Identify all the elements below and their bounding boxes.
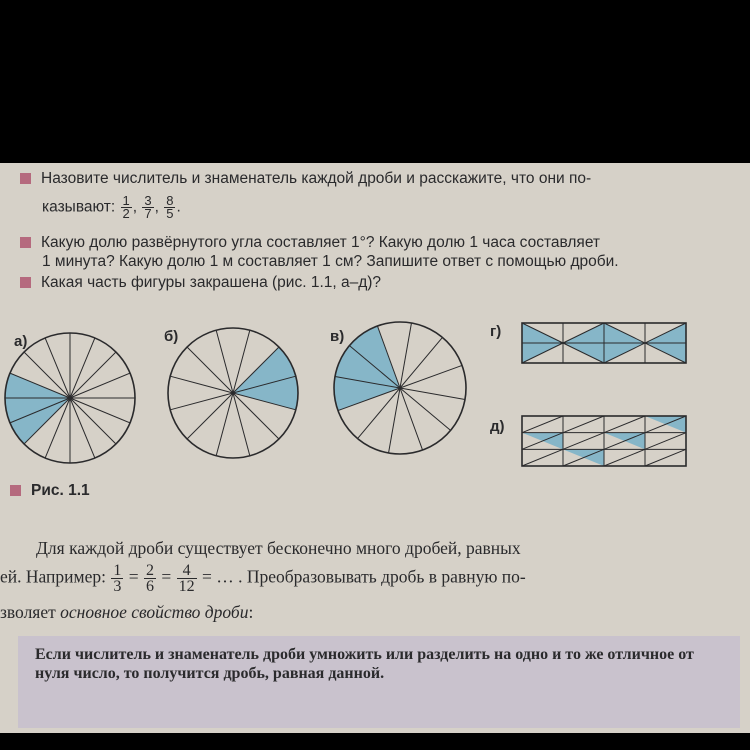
circle-a-radius	[70, 352, 116, 398]
fraction-1-3: $\frac{1}{3}$	[113, 562, 122, 595]
rect-d-diagonal	[563, 433, 604, 450]
circle-b-radius	[170, 393, 233, 410]
question-2-line-1: Какую долю развёрнутого угла составляет 1°? Какую долю 1 часа составляет	[20, 233, 600, 252]
figure-label-v: в)	[330, 328, 345, 345]
circle-b-radius	[170, 376, 233, 393]
rect-d-diagonal	[604, 449, 645, 466]
rect-d-diagonal	[522, 449, 563, 466]
figure-caption: Рис. 1.1	[10, 481, 90, 500]
circle-b-radius	[187, 347, 233, 393]
circle-b-radius	[233, 393, 250, 456]
circle-v-radius	[400, 388, 465, 399]
rect-d-diagonal	[645, 449, 686, 466]
rule-text: Если числитель и знаменатель дроби умножить или разделить на одно и то же отличное от нуля число, то получится дробь, равная данной.	[35, 646, 694, 682]
textbook-page	[0, 163, 750, 733]
circle-b-radius	[187, 393, 233, 439]
question-1-line-1: Назовите числитель и знаменатель каждой дроби и расскажите, что они по-	[20, 169, 591, 188]
fraction-3-7: $\frac{3}{7}$	[144, 193, 152, 221]
circle-v-radius	[389, 388, 400, 453]
circle-b-radius	[216, 330, 233, 393]
paragraph-line-1: Для каждой дроби существует бесконечно много дробей, равных	[36, 538, 521, 558]
term-basic-property: основное свойство дроби	[60, 602, 249, 622]
circle-v-radius	[400, 323, 411, 388]
caption-square-icon	[10, 485, 21, 496]
figure-label-g: г)	[490, 323, 502, 340]
question-2-line-2: 1 минута? Какую долю 1 м составляет 1 см? Запишите ответ с помощью дроби.	[42, 253, 619, 270]
figure-label-d: д)	[490, 418, 505, 435]
rect-d-diagonal	[604, 416, 645, 433]
circle-v-shaded-sector	[334, 326, 400, 411]
circle-b-radius	[216, 393, 233, 456]
question-1-line-2: казывают: $\frac{1}{2}$ , $\frac{3}{7}$ , $\frac{8}{5}$ .	[42, 193, 181, 221]
fraction-8-5: $\frac{8}{5}$	[166, 193, 174, 221]
fraction-2-6: $\frac{2}{6}$	[146, 562, 154, 595]
fraction-4-12: $\frac{4}{12}$	[178, 562, 195, 595]
figure-label-a: а)	[14, 333, 28, 350]
figure-label-b: б)	[164, 328, 179, 345]
paragraph-line-3: зволяет основное свойство дроби:	[0, 602, 254, 622]
rect-d-diagonal	[563, 416, 604, 433]
question-3: Какая часть фигуры закрашена (рис. 1.1, а–д)?	[20, 273, 381, 292]
rect-d-diagonal	[522, 416, 563, 433]
figure-1-1	[0, 163, 750, 483]
circle-a-radius	[70, 398, 116, 444]
paragraph-line-2: ей. Например: $\frac{1}{3}$ = $\frac{2}{6}$ = $\frac{4}{12}$ = … . Преобразовывать дробь в равную по-	[0, 562, 526, 595]
rect-d-diagonal	[645, 433, 686, 450]
fraction-1-2: $\frac{1}{2}$	[122, 193, 130, 221]
